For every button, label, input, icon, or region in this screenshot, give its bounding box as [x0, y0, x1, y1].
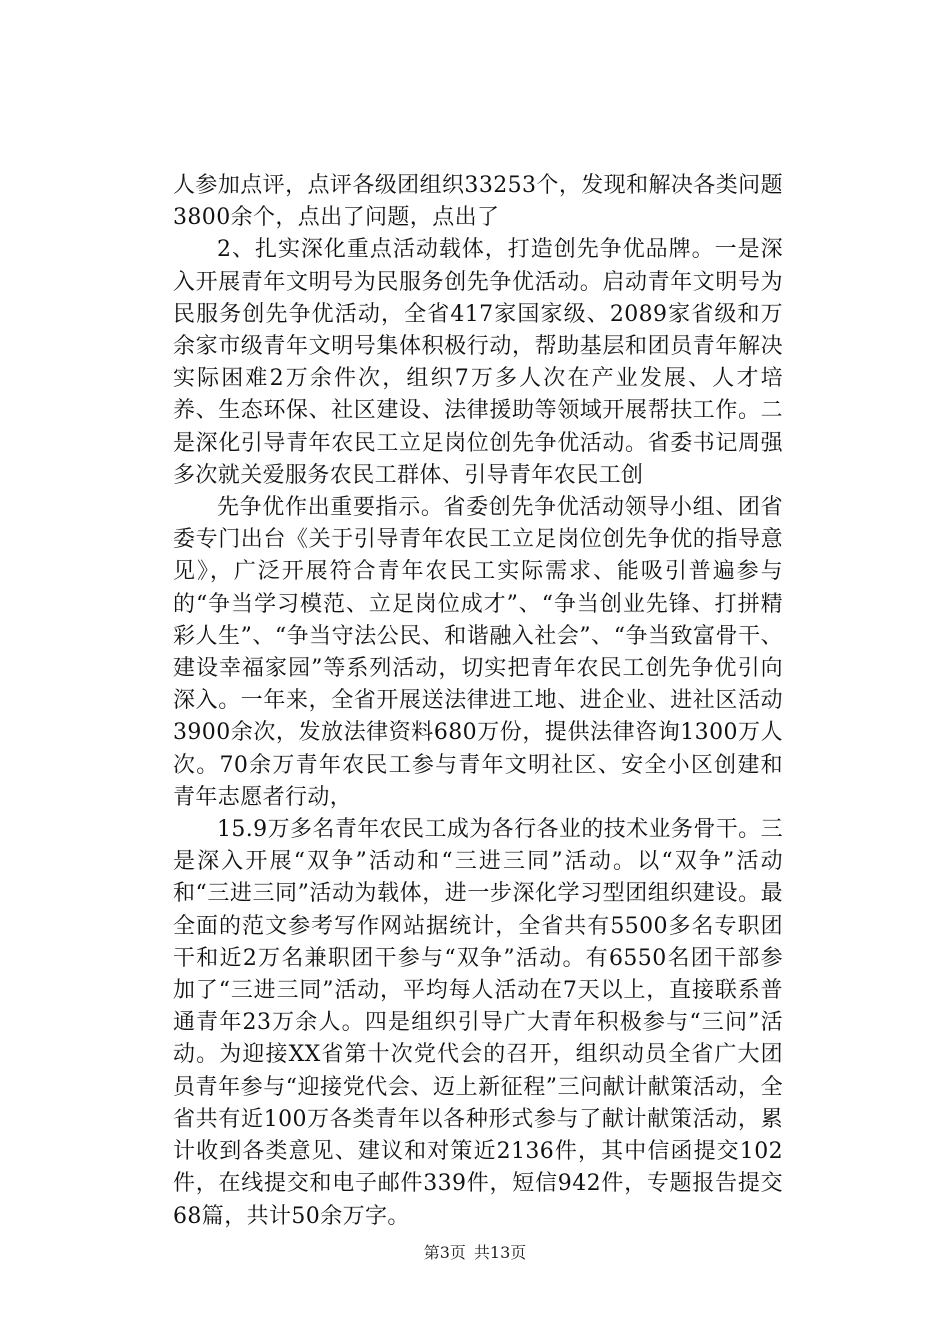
paragraph-2: 2、扎实深化重点活动载体，打造创先争优品牌。一是深入开展青年文明号为民服务创先争优活动。启动青年文明号为民服务创先争优活动，全省417家国家级、2089家省级和万余家市级青年文明号集体积极行动，帮助基层和团员青年解决实际困难2万余件次，组织7万多人次在产业发展、人才培养、生态环保、社区建设、法律援助等领域开展帮扶工作。二是深化引导青年农民工立足岗位创先争优活动。省委书记周强多次就关爱服务农民工群体、引导青年农民工创 [173, 237, 783, 488]
paragraph-3: 先争优作出重要指示。省委创先争优活动领导小组、团省委专门出台《关于引导青年农民工立足岗位创先争优的指导意见》，广泛开展符合青年农民工实际需求、能吸引普遍参与的“争当学习模范、立足岗位成才”、“争当创业先锋、打拼精彩人生”、“争当守法公民、和谐融入社会”、“争当致富骨干、建设幸福家园”等系列活动，切实把青年农民工创先争优引向深入。一年来，全省开展送法律进工地、进企业、进社区活动3900余次，发放法律资料680万份，提供法律咨询1300万人次。70余万青年农民工参与青年文明社区、安全小区创建和青年志愿者行动， [173, 495, 783, 810]
page-total: 共13页 [473, 1243, 527, 1262]
page-footer [0, 1243, 950, 1263]
page-number: 第3页 [423, 1243, 466, 1262]
paragraph-4: 15.9万多名青年农民工成为各行各业的技术业务骨干。三是深入开展“双争”活动和“三进三同”活动。以“双争”活动和“三进三同”活动为载体，进一步深化学习型团组织建设。最全面的范文参考写作网站据统计，全省共有5500多名专职团干和近2万名兼职团干参与“双争”活动。有6550名团干部参加了“三进三同”活动，平均每人活动在7天以上，直接联系普通青年23万余人。四是组织引导广大青年积极参与“三问”活动。为迎接XX省第十次党代会的召开，组织动员全省广大团员青年参与“迎接党代会、迈上新征程”三问献计献策活动，全省共有近100万各类青年以各种形式参与了献计献策活动，累计收到各类意见、建议和对策近2136件，其中信函提交102件，在线提交和电子邮件339件，短信942件，专题报告提交68篇，共计50余万字。 [173, 817, 783, 1229]
document-body [173, 170, 783, 1233]
paragraph-1: 人参加点评，点评各级团组织33253个，发现和解决各类问题3800余个，点出了问题，点出了 [173, 173, 783, 231]
